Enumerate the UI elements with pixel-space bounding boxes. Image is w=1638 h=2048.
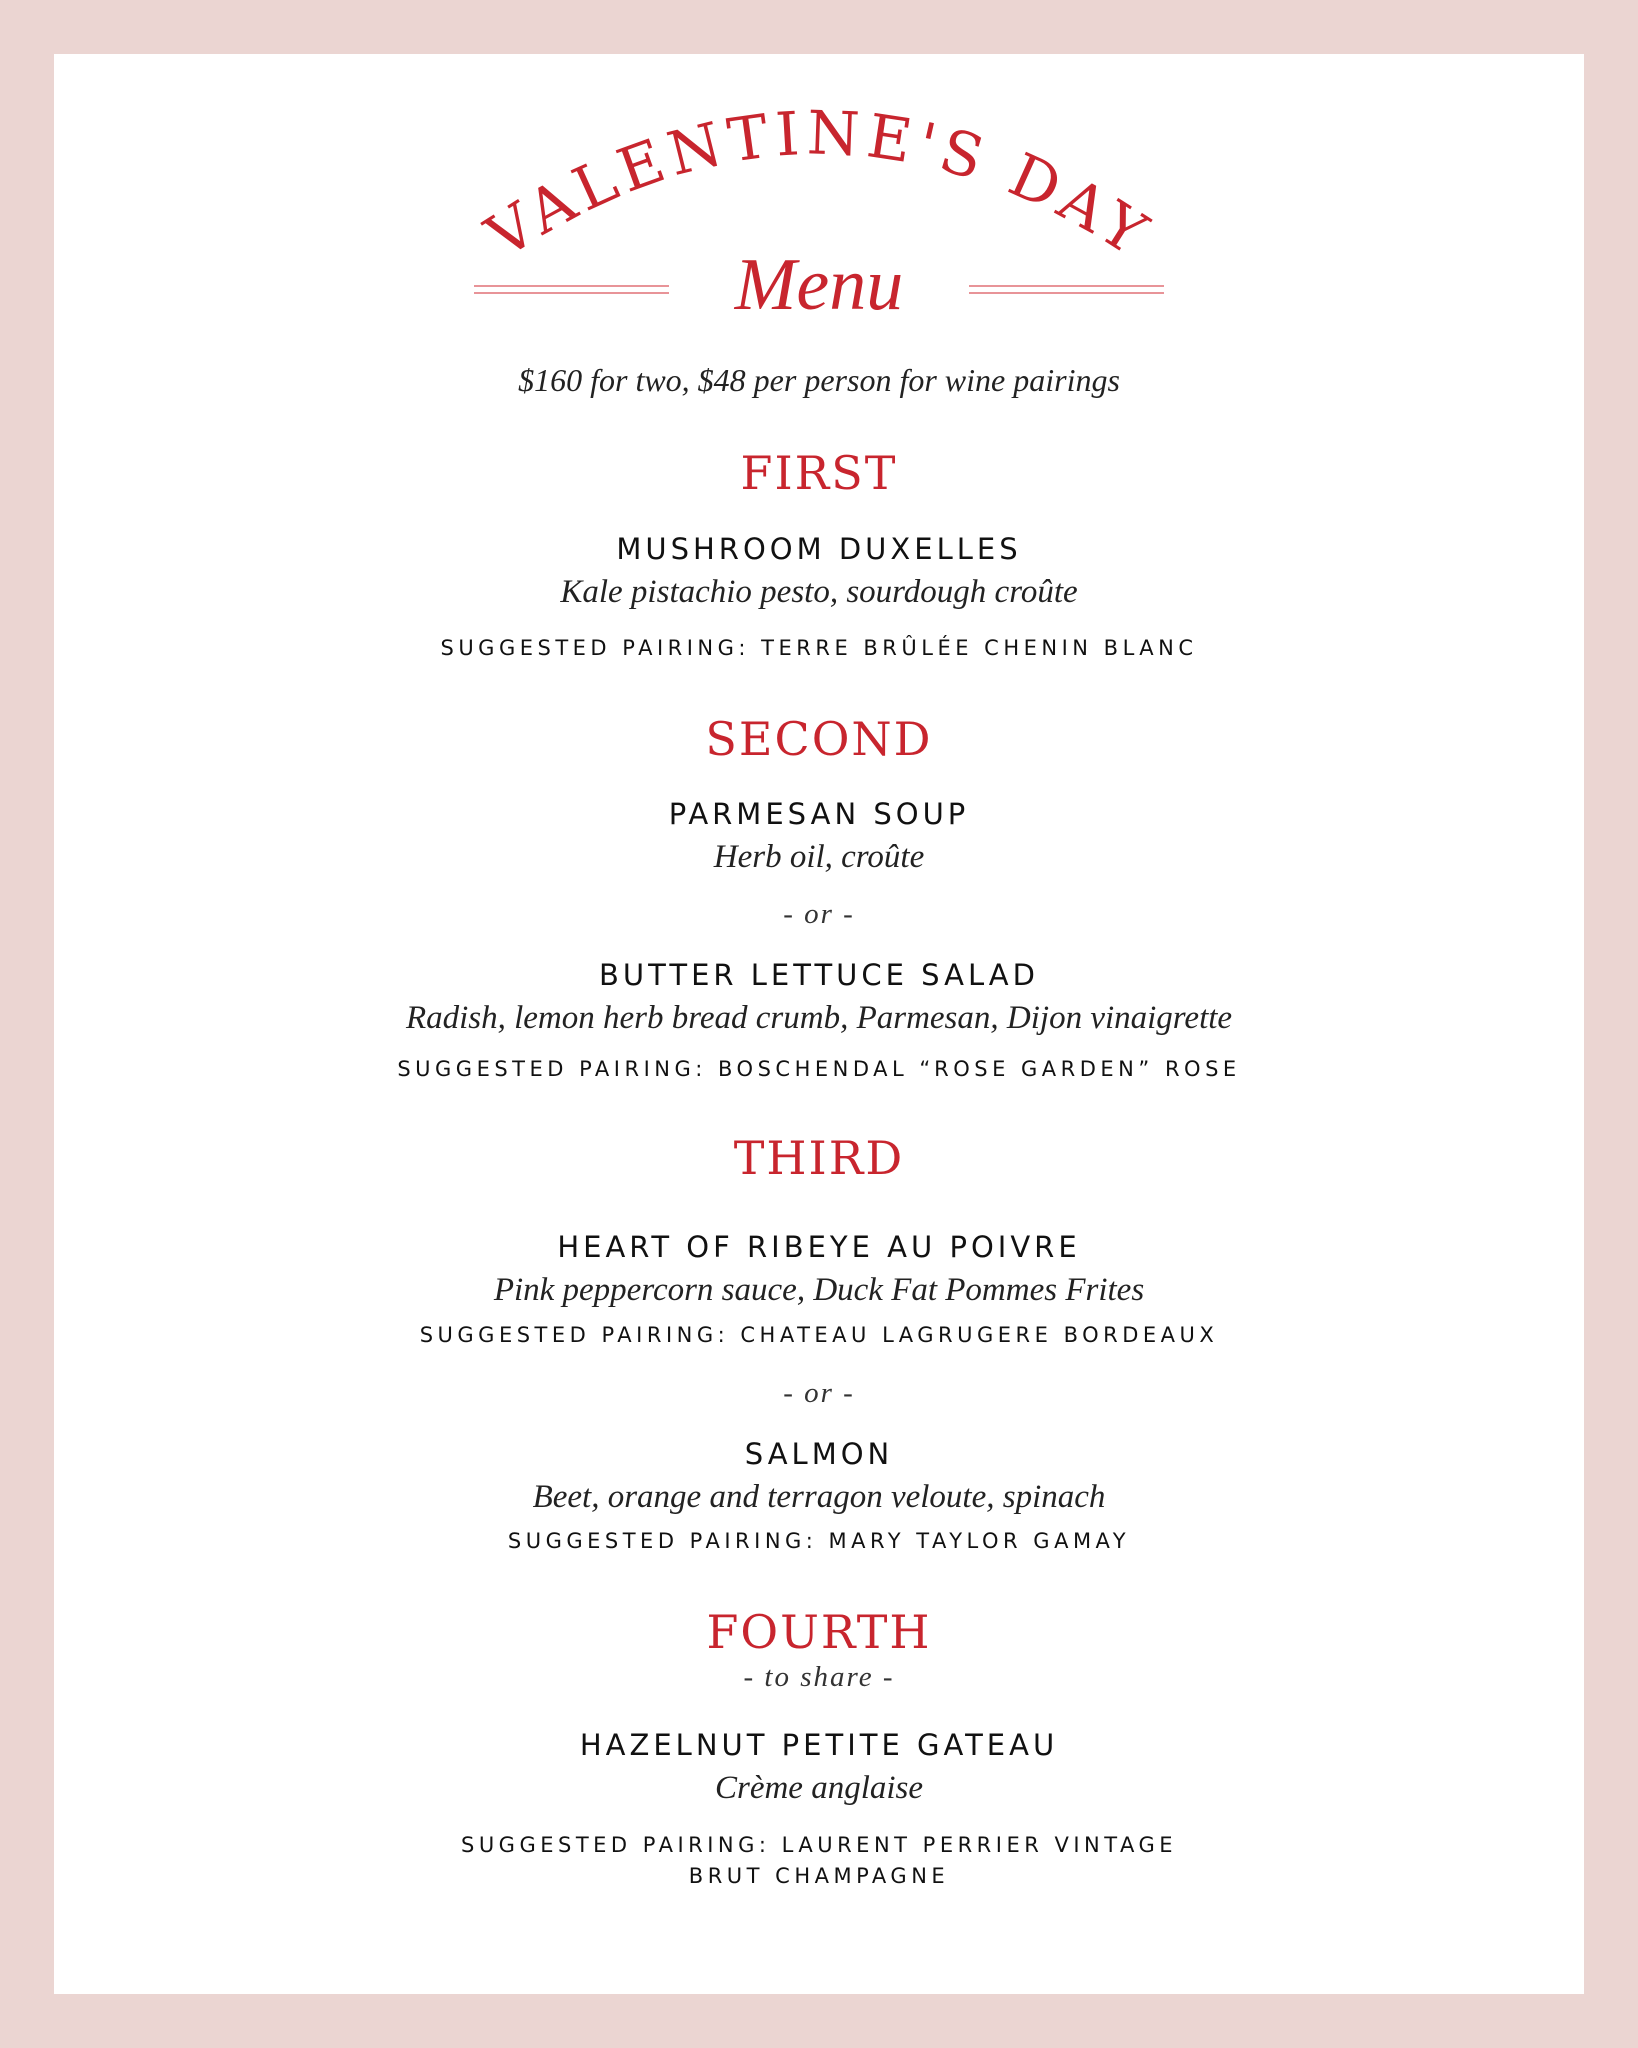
- course-heading-third: THIRD: [733, 1131, 905, 1185]
- wine-pairing: SUGGESTED PAIRING: BOSCHENDAL “ROSE GARDEN” ROSE: [397, 1057, 1241, 1081]
- or-separator: - or -: [783, 1377, 855, 1409]
- course-heading-first: FIRST: [740, 446, 898, 500]
- wine-pairing: SUGGESTED PAIRING: MARY TAYLOR GAMAY: [507, 1529, 1131, 1553]
- menu-title-text: VALENTINE'S DAY: [474, 98, 1164, 273]
- dish-description: Pink peppercorn sauce, Duck Fat Pommes Frites: [493, 1272, 1145, 1308]
- left-rule-lines: [474, 286, 669, 293]
- or-separator: - or -: [783, 898, 855, 930]
- dish-name-mushroom-duxelles: MUSHROOM DUXELLES: [616, 532, 1022, 566]
- menu-subtitle: Menu: [734, 244, 904, 326]
- wine-pairing: SUGGESTED PAIRING: TERRE BRÛLÉE CHENIN BLANC: [440, 636, 1198, 660]
- dish-name-hazelnut-petite-gateau: HAZELNUT PETITE GATEAU: [579, 1728, 1059, 1762]
- price-line: $160 for two, $48 per person for wine pairings: [518, 362, 1120, 398]
- course-heading-second: SECOND: [705, 712, 933, 766]
- course-note: - to share -: [743, 1661, 895, 1693]
- dish-description: Radish, lemon herb bread crumb, Parmesan, Dijon vinaigrette: [405, 1000, 1233, 1036]
- dish-name-salmon: SALMON: [744, 1437, 894, 1471]
- dish-name-butter-lettuce-salad: BUTTER LETTUCE SALAD: [599, 958, 1039, 992]
- wine-pairing: SUGGESTED PAIRING: LAURENT PERRIER VINTAGE BRUT CHAMPAGNE: [460, 1833, 1178, 1888]
- dish-description: Kale pistachio pesto, sourdough croûte: [560, 574, 1078, 610]
- dish-name-heart-of-ribeye: HEART OF RIBEYE AU POIVRE: [557, 1230, 1081, 1264]
- wine-pairing: SUGGESTED PAIRING: CHATEAU LAGRUGERE BORDEAUX: [419, 1323, 1219, 1347]
- menu-card: [54, 54, 1584, 1994]
- dish-name-parmesan-soup: PARMESAN SOUP: [668, 797, 970, 831]
- dish-description: Crème anglaise: [714, 1770, 924, 1806]
- dish-description: Herb oil, croûte: [713, 839, 925, 875]
- right-rule-lines: [969, 286, 1164, 293]
- course-heading-fourth: FOURTH: [706, 1605, 932, 1659]
- dish-description: Beet, orange and terragon veloute, spinach: [532, 1479, 1106, 1515]
